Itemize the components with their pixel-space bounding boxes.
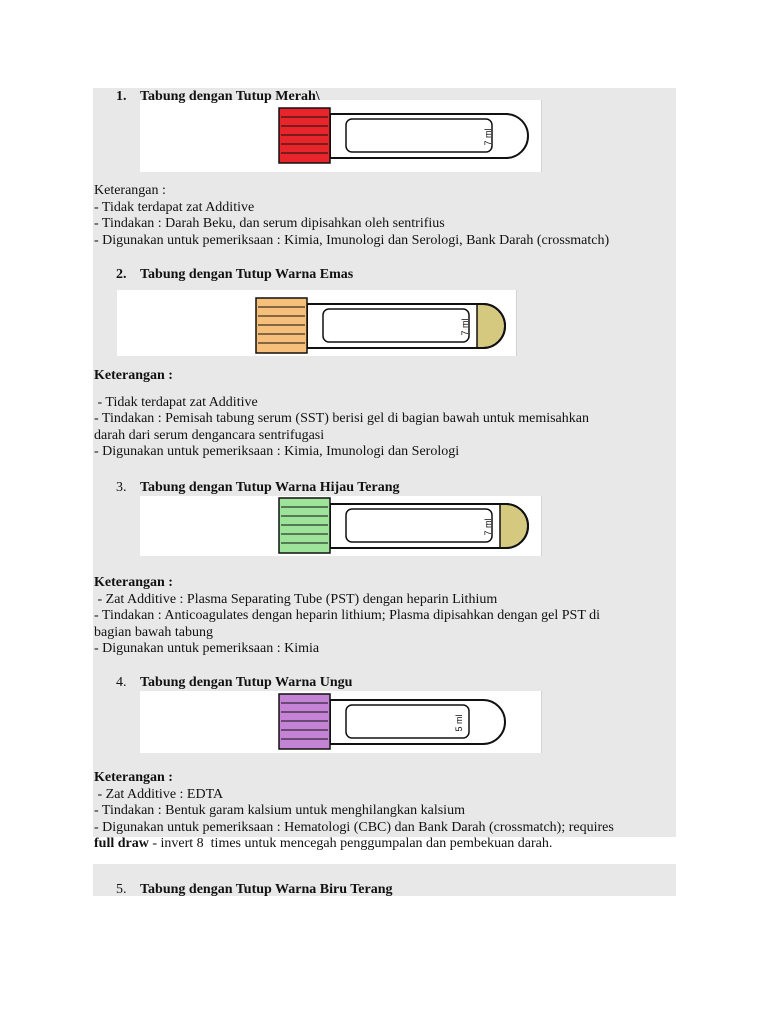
keterangan-label: Keterangan : <box>94 368 173 383</box>
volume-label: 7 ml <box>460 318 470 336</box>
description-line <box>94 836 674 853</box>
description-line: - Digunakan untuk pemeriksaan : Kimia <box>94 641 320 656</box>
description-line: - Tindakan : Anticoagulates dengan heparin lithium; Plasma dipisahkan dengan gel PST di <box>94 608 601 623</box>
section-title: Tabung dengan Tutup Warna Ungu <box>140 675 353 690</box>
divider-line <box>541 691 542 753</box>
section-number: 1. <box>116 89 127 104</box>
description-line: bagian bawah tabung <box>94 624 213 640</box>
description-line: - Digunakan untuk pemeriksaan : Kimia, Imunologi dan Serologi, Bank Darah (crossmatch) <box>94 232 610 248</box>
tube-label-window <box>346 119 492 152</box>
section-number: 2. <box>116 267 127 282</box>
keterangan-label: Keterangan : <box>94 183 166 198</box>
volume-label: 7 ml <box>483 128 493 146</box>
description-line: - Tindakan : Bentuk garam kalsium untuk menghilangkan kalsium <box>94 803 465 818</box>
section-title: Tabung dengan Tutup Warna Emas <box>140 267 354 282</box>
description-line: - Zat Additive : EDTA <box>94 786 224 802</box>
section-1-description <box>94 183 674 249</box>
keterangan-label: Keterangan : <box>94 770 173 785</box>
section-number: 5. <box>116 882 127 897</box>
volume-label: 7 ml <box>483 518 493 536</box>
description-line: darah dari serum dengancara sentrifugasi <box>94 427 325 443</box>
divider-line <box>541 100 542 172</box>
tube-label-window <box>346 705 469 738</box>
section-number: 4. <box>116 675 127 690</box>
section-title: Tabung dengan Tutup Warna Biru Terang <box>140 882 393 897</box>
description-line: - Zat Additive : Plasma Separating Tube (PST) dengan heparin Lithium <box>94 591 498 607</box>
blood-tube-purple <box>278 693 540 751</box>
section-5-heading <box>116 882 393 898</box>
keterangan-label: Keterangan : <box>94 575 173 590</box>
description-line: - Tindakan : Darah Beku, dan serum dipisahkan oleh sentrifius <box>94 216 445 231</box>
tube-label-window <box>346 509 492 542</box>
section-2-heading <box>116 267 353 283</box>
section-title: Tabung dengan Tutup Merah\ <box>140 89 320 104</box>
section-number: 3. <box>116 480 127 495</box>
section-4-heading <box>116 675 352 691</box>
section-1-heading <box>116 89 320 105</box>
section-3-heading <box>116 480 400 496</box>
description-line: - Tidak terdapat zat Additive <box>94 199 255 215</box>
description-line: - Digunakan untuk pemeriksaan : Kimia, Imunologi dan Serologi <box>94 444 460 459</box>
tube-label-window <box>323 309 469 342</box>
description-line: - Digunakan untuk pemeriksaan : Hematologi (CBC) dan Bank Darah (crossmatch); requires <box>94 819 614 835</box>
description-line: - Tidak terdapat zat Additive <box>94 394 258 410</box>
section-title: Tabung dengan Tutup Warna Hijau Terang <box>140 480 400 495</box>
section-4-description <box>94 770 674 853</box>
divider-line <box>541 496 542 556</box>
blood-tube-gold <box>255 297 517 355</box>
section-3-description <box>94 575 674 658</box>
full-draw-text: full draw <box>94 836 149 851</box>
blood-tube-light-green <box>278 497 540 555</box>
description-line: - Tindakan : Pemisah tabung serum (SST) berisi gel di bagian bawah untuk memisahkan <box>94 411 589 426</box>
section-2-description <box>94 368 674 461</box>
description-line-rest: - invert 8 times untuk mencegah penggumpalan dan pembekuan darah. <box>148 836 553 851</box>
volume-label: 5 ml <box>454 714 464 732</box>
blood-tube-red <box>278 107 540 165</box>
